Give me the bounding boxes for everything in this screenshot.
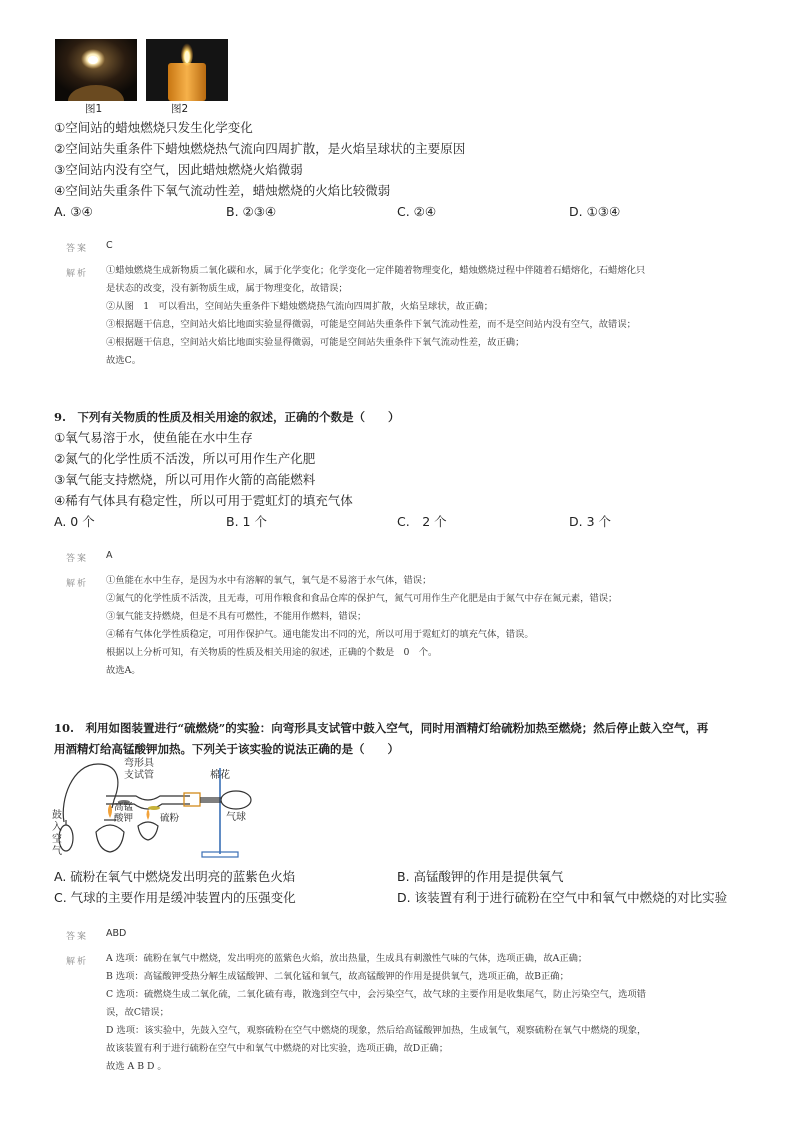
q9-explanation-line: ③氧气能支持燃烧，但是不具有可燃性，不能用作燃料，错误； xyxy=(106,611,367,622)
q9-statement: ④稀有气体具有稳定性，所以可用于霓虹灯的填充气体 xyxy=(54,493,353,508)
bent-tube-label: 弯形具 支试管 xyxy=(124,758,154,781)
q8-answer: C xyxy=(106,240,113,251)
q9-explanation-line: ②氮气的化学性质不活泼，且无毒，可用作粮食和食品仓库的保护气，氮气可用作生产化肥是由于氮气中存在氮元素，错误； xyxy=(106,593,618,604)
cotton-label: 棉花 xyxy=(210,770,230,781)
q10-answer: ABD xyxy=(106,928,127,939)
q10-title-line1: 10. 利用如图装置进行“硫燃烧”的实验：向弯形具支试管中鼓入空气，同时用酒精灯给硫粉加热至燃烧；然后停止鼓入空气，再 xyxy=(54,721,709,735)
q10-explanation-line: 故该装置有利于进行硫粉在空气中和氧气中燃烧的对比实验，选项正确，故D正确； xyxy=(106,1043,449,1054)
q8-option-b: B. ②③④ xyxy=(226,204,277,219)
q9-statement: ②氮气的化学性质不活泼，所以可用作生产化肥 xyxy=(54,451,316,466)
q10-option-a: A. 硫粉在氧气中燃烧发出明亮的蓝紫色火焰 xyxy=(54,869,296,884)
q9-explanation-tag: 解析 xyxy=(66,579,89,589)
q9-option-b: B. 1 个 xyxy=(226,514,267,529)
fig2-caption: 图2 xyxy=(171,103,189,115)
q9-option-c: C. 2 个 xyxy=(397,514,447,529)
q8-explanation-line: ①蜡烛燃烧生成新物质二氧化碳和水，属于化学变化；化学变化一定伴随着物理变化，蜡烛燃烧过程中伴随着石蜡熔化，石蜡熔化只 xyxy=(106,265,646,276)
air-in-label: 鼓入空气 xyxy=(52,810,62,857)
sulfur-label: 硫粉 xyxy=(160,813,180,824)
q9-answer-tag: 答案 xyxy=(66,554,89,564)
q8-explanation-line: 故选C。 xyxy=(106,355,142,366)
q8-statement: ②空间站失重条件下蜡烛燃烧热气流向四周扩散，是火焰呈球状的主要原因 xyxy=(54,141,466,156)
q10-explanation-line: 误，故C错误； xyxy=(106,1007,169,1018)
q10-explanation-line: C 选项：硫燃烧生成二氧化硫，二氧化硫有毒，散逸到空气中，会污染空气，故气球的主要作用是收集尾气，防止污染空气，选项错 xyxy=(106,989,646,1000)
q10-explanation-line: B 选项：高锰酸钾受热分解生成锰酸钾、二氧化锰和氧气，故高锰酸钾的作用是提供氧气，选项正确，故B正确； xyxy=(106,971,569,982)
q9-option-d: D. 3 个 xyxy=(569,514,611,529)
q9-explanation-line: 故选A。 xyxy=(106,665,141,676)
q9-answer: A xyxy=(106,550,113,561)
q8-option-c: C. ②④ xyxy=(397,204,437,219)
q8-explanation-line: ③根据题干信息，空间站火焰比地面实验显得微弱，可能是空间站失重条件下氧气流动性差，而不是空间站内没有空气，故错误； xyxy=(106,319,636,330)
q9-explanation-line: ④稀有气体化学性质稳定，可用作保护气。通电能发出不同的光，所以可用于霓虹灯的填充气体，错误。 xyxy=(106,629,534,640)
q8-explanation-line: 是状态的改变，没有新物质生成，属于物理变化，故错误； xyxy=(106,283,348,294)
q10-title-line2: 用酒精灯给高锰酸钾加热。下列关于该实验的说法正确的是（ ） xyxy=(54,742,399,756)
q8-option-d: D. ①③④ xyxy=(569,204,621,219)
q10-option-b: B. 高锰酸钾的作用是提供氧气 xyxy=(397,869,564,884)
q8-answer-tag: 答案 xyxy=(66,244,89,254)
sulfur-combustion-apparatus-diagram xyxy=(52,760,292,865)
q8-statement: ①空间站的蜡烛燃烧只发生化学变化 xyxy=(54,120,253,135)
q10-answer-tag: 答案 xyxy=(66,932,89,942)
q8-explanation-tag: 解析 xyxy=(66,269,89,279)
candle-photo-fig2 xyxy=(146,39,228,101)
q10-explanation-line: 故选 A B D 。 xyxy=(106,1061,167,1072)
q9-option-a: A. 0 个 xyxy=(54,514,95,529)
q10-explanation-tag: 解析 xyxy=(66,957,89,967)
q9-title: 9. 下列有关物质的性质及相关用途的叙述，正确的个数是（ ） xyxy=(54,410,400,424)
q10-option-c: C. 气球的主要作用是缓冲装置内的压强变化 xyxy=(54,890,296,905)
q8-explanation-line: ②从图 1 可以看出，空间站失重条件下蜡烛燃烧热气流向四周扩散，火焰呈球状，故正确； xyxy=(106,301,494,312)
balloon-label: 气球 xyxy=(226,812,246,823)
candle-photo-fig1 xyxy=(55,39,137,101)
q9-explanation-line: ①鱼能在水中生存，是因为水中有溶解的氧气，氧气是不易溶于水气体，错误； xyxy=(106,575,432,586)
q10-explanation-line: D 选项：该实验中，先鼓入空气，观察硫粉在空气中燃烧的现象，然后给高锰酸钾加热，生成氧气，观察硫粉在氧气中燃烧的现象， xyxy=(106,1025,647,1036)
kmno4-label: 高锰 酸钾 xyxy=(114,802,134,824)
q8-option-a: A. ③④ xyxy=(54,204,93,219)
q10-option-d: D. 该装置有利于进行硫粉在空气中和氧气中燃烧的对比实验 xyxy=(397,890,728,905)
fig1-caption: 图1 xyxy=(85,103,103,115)
q9-explanation-line: 根据以上分析可知，有关物质的性质及相关用途的叙述，正确的个数是 0 个。 xyxy=(106,647,438,658)
q9-statement: ①氧气易溶于水，使鱼能在水中生存 xyxy=(54,430,253,445)
q8-statement: ③空间站内没有空气，因此蜡烛燃烧火焰微弱 xyxy=(54,162,303,177)
q9-statement: ③氧气能支持燃烧，所以可用作火箭的高能燃料 xyxy=(54,472,316,487)
q8-explanation-line: ④根据题干信息，空间站火焰比地面实验显得微弱，可能是空间站失重条件下氧气流动性差，故正确； xyxy=(106,337,525,348)
q10-explanation-line: A 选项：硫粉在氧气中燃烧，发出明亮的蓝紫色火焰，放出热量，生成具有刺激性气味的气体，选项正确，故A正确； xyxy=(106,953,588,964)
q8-statement: ④空间站失重条件下氧气流动性差，蜡烛燃烧的火焰比较微弱 xyxy=(54,183,391,198)
